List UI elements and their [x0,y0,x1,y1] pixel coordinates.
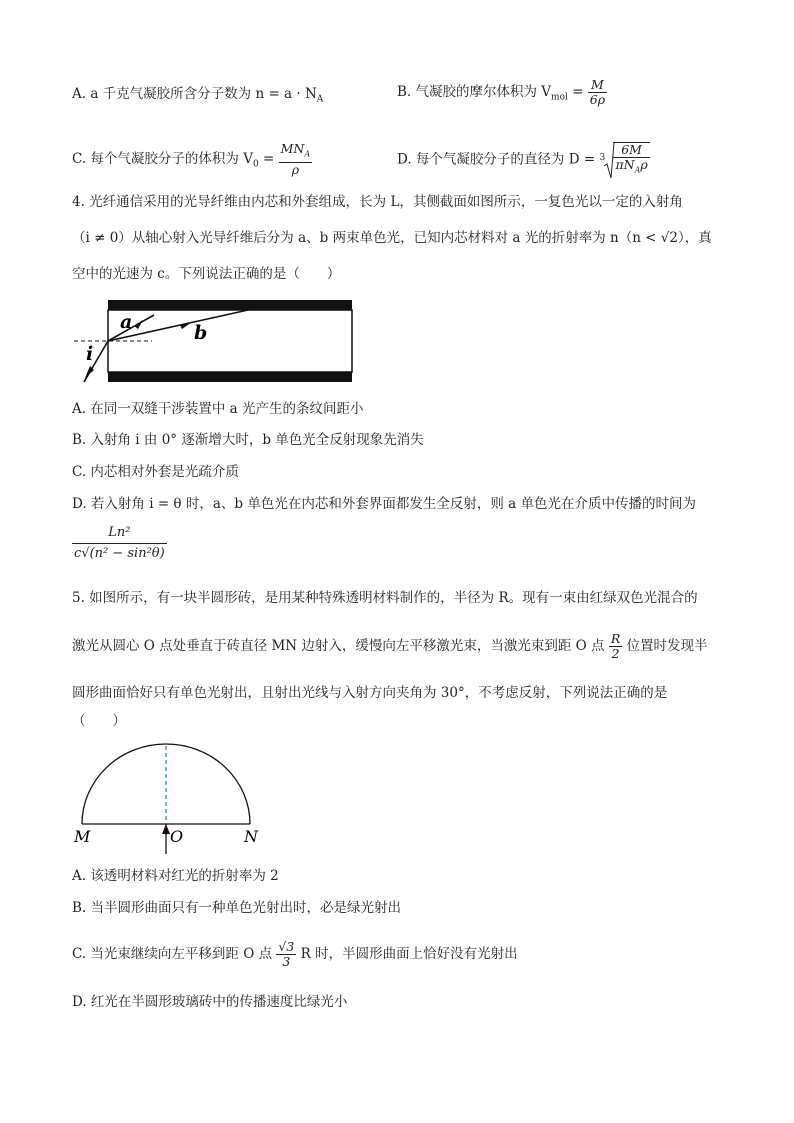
q4-stem-line1: 4. 光纤通信采用的光导纤维由内芯和外套组成，长为 L，其侧截面如图所示，一复色光以一定的入射角 [72,194,683,210]
q5-option-c [72,940,518,969]
q5-stem-line2-b: 位置时发现半 [626,638,708,654]
q3-option-a-text: A. a 千克气凝胶所含分子数为 n = a · N [72,86,317,102]
q3-option-d-text: D. 每个气凝胶分子的直径为 D = [397,151,596,168]
q3-option-d-den-sub: A [634,165,641,175]
q3-option-a-sub: A [316,94,324,105]
label-a: a [120,311,133,333]
q4-stem-line2: （i ≠ 0）从轴心射入光导纤维后分为 a、b 两束单色光，已知内芯材料对 a 光的折射率为 n（n < √2），真 [72,230,712,246]
label-m: M [74,827,91,846]
q3-option-d-den [613,158,649,178]
q5-stem-num: R [610,631,621,646]
q4-option-d: D. 若入射角 i = θ 时，a、b 单色光在内芯和外套界面都发生全反射，则 a 单色光在介质中传播的时间为 [72,496,696,512]
q4-option-d-den: c√(n² − sin²θ) [74,546,165,561]
label-n: N [244,827,258,846]
q3-option-c-eq: = [263,150,275,167]
q3-option-d-den-main: πN [615,157,635,172]
q5-option-c-text2: R 时，半圆形曲面上恰好没有光射出 [300,946,518,962]
q3-option-d-den-rho: ρ [640,157,648,172]
q5-stem-line3: 圆形曲面恰好只有单色光射出，且射出光线与入射方向夹角为 30°，不考虑反射，下列说法正确的是 [72,685,668,701]
q3-option-d-num: 6M [613,143,649,158]
q5-option-c-num: √3 [278,939,295,954]
q3-option-b [397,78,607,108]
q3-option-c-num-sub: A [304,149,311,159]
q3-option-c-fraction [279,142,313,177]
label-b: b [194,322,208,344]
q4-option-b: B. 入射角 i 由 0° 逐渐增大时，b 单色光全反射现象先消失 [72,432,424,448]
q5-option-c-den: 3 [282,954,291,969]
q3-option-b-fraction [588,78,607,107]
q3-option-b-num: M [588,78,607,93]
label-o: O [170,827,184,846]
q5-option-a: A. 该透明材料对红光的折射率为 2 [72,868,279,884]
q4-stem-line3: 空中的光速为 c。下列说法正确的是（ ） [72,266,341,282]
q3-option-c-den: ρ [291,161,300,177]
q3-option-d-fraction [613,142,649,178]
q4-option-d-num: Ln² [72,526,167,544]
q3-option-b-sub: mol [551,92,568,103]
q5-semicircle-diagram [72,738,272,856]
label-i: i [86,343,94,365]
q3-option-c-num-main: MN [280,141,305,156]
q5-option-d: D. 红光在半圆形玻璃砖中的传播速度比绿光小 [72,994,348,1010]
laser-arrow-icon [162,824,170,834]
q3-option-d [397,142,650,178]
q5-option-b: B. 当半圆形曲面只有一种单色光射出时，必是绿光射出 [72,900,402,916]
q5-stem-fraction [609,632,622,661]
q5-stem-line4: （ ） [72,713,126,729]
fiber-outer-cladding-bottom [108,372,352,382]
q4-option-d-fraction [72,526,167,561]
q3-option-d-root [599,142,649,178]
q3-option-b-text: B. 气凝胶的摩尔体积为 V [397,84,552,100]
q3-option-c [72,142,312,177]
q4-fiber-diagram [72,296,362,392]
q3-option-c-sub: 0 [252,159,259,170]
fiber-outer-cladding-top [108,300,352,310]
q4-option-a: A. 在同一双缝干涉装置中 a 光产生的条纹间距小 [72,401,364,417]
q3-option-b-den: 6ρ [589,92,606,107]
radical-sign-icon [603,142,615,180]
q3-option-c-num [279,142,313,163]
q5-stem-den: 2 [611,646,620,661]
q5-option-c-text1: C. 当光束继续向左平移到距 O 点 [72,946,273,962]
q4-option-c: C. 内芯相对外套是光疏介质 [72,464,239,480]
q3-option-b-eq: = [572,84,584,100]
q3-option-d-root-index: 3 [599,153,606,163]
q5-stem-line2-a: 激光从圆心 O 点处垂直于砖直径 MN 边射入，缓慢向左平移激光束，当激光束到距 O 点 [72,638,605,654]
q5-option-c-fraction [276,940,296,969]
q5-stem-line1: 5. 如图所示，有一块半圆形砖，是用某种特殊透明材料制作的，半径为 R。现有一束由红绿双色光混合的 [72,590,698,606]
q4-option-d-formula [72,526,167,561]
q5-stem-line2 [72,632,708,661]
q3-option-c-text: C. 每个气凝胶分子的体积为 V [72,150,253,167]
q3-option-a [72,84,323,110]
